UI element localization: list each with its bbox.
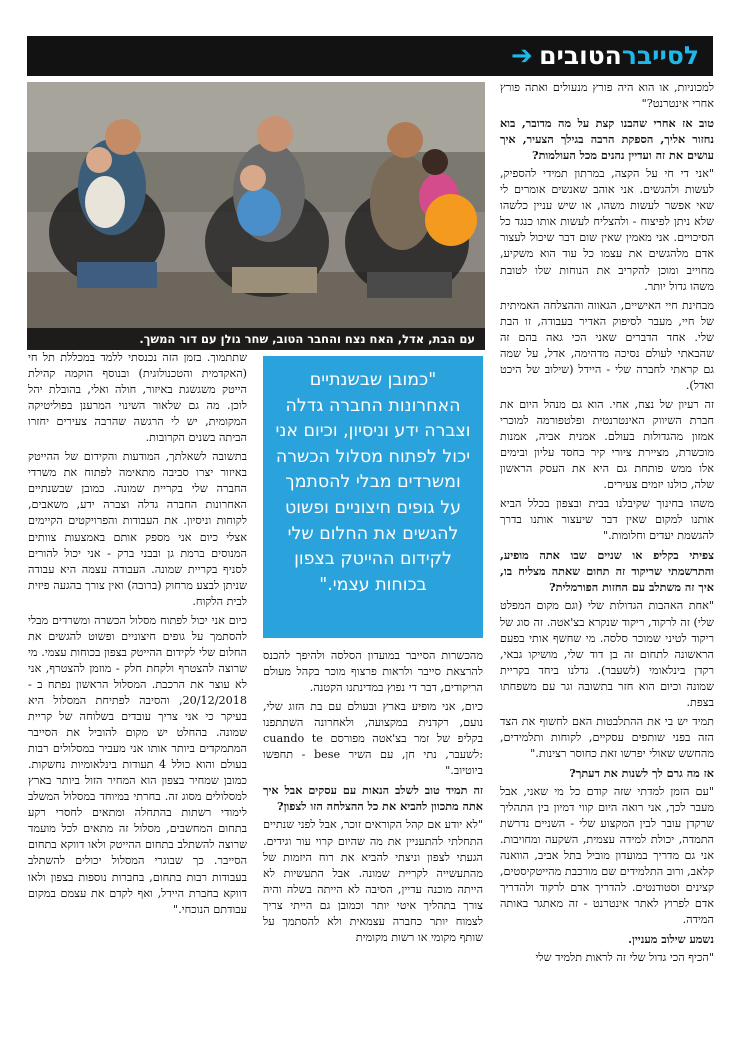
article-question: נשמע שילוב מעניין. bbox=[628, 932, 714, 947]
title-main: הטובים bbox=[539, 41, 622, 70]
article-paragraph: מבחינת חיי האישיים, הגאווה וההצלחה האמיתית של חיי, מעבר לסיפוק האדיר בעבודה, זו הבת שלי. אחד הדברים שאני הכי גאה בהם זה שהבאתי לעולם נסיכה מדהימה, אדל, על שמה גם קראתי לחברה שלי - היידל (שילוב של היכט ואדל). bbox=[500, 298, 714, 392]
header-bar bbox=[27, 36, 713, 76]
page-title bbox=[539, 36, 699, 76]
pull-quote: "כמובן שבשנתיים האחרונות החברה גדלה וצברה ידע וניסיון, וכיום אני יכול לפתוח מסלול הכשרה ומשרדים מבלי להסתמך על גופים חיצוניים ופשוט להגשים את החלום שלי לקידום ההייטק בצפון בכוחות עצמי." bbox=[275, 370, 471, 595]
arrow-left-icon: ➔ bbox=[511, 41, 533, 71]
article-paragraph: משהו בחינוך שקיבלנו בבית ובצפון בכלל הביא אותנו למקום שאין דבר שיעצור אותנו בדרך להגשמת יעדים וחלומות." bbox=[500, 497, 714, 543]
pull-quote-box bbox=[263, 356, 483, 638]
article-photo bbox=[27, 82, 485, 350]
article-paragraph: מהכשרות הסייבר במועדון הסלסה ולהיפך להכנס להרצאת סייבר ולראות פרצוף מוכר בקהל מעולם הריקודים, דבר די נפוץ במדינתנו הקטנה. bbox=[263, 649, 483, 695]
article-paragraph: שתתמוך. בזמן הזה נכנסתי ללמד במכללת תל חי (האקדמית והטכנולוגית) ובנוסף הוקמה קהילת הייטק משגשגת באיזור, חולה ואלי, בהובלת יהל לוכן. מה גם שלאור השינוי המרענן בפוליטיקה המקומית, יש לי הרגשה שהרבה צעירים יחזרו הביתה בשנים הקרובות. bbox=[28, 351, 247, 445]
article-question: טוב אז אחרי שהבנו קצת על מה מדובר, בוא נחזור אליך, הספקת הרבה בגילך הצעיר, איך עושים את זה ועדיין נהנים מכל העולמות? bbox=[500, 116, 714, 163]
article-paragraph: זה רעיון של נצח, אחי. הוא גם מנהל היום את חברת השיווק האינטרנטית ופלטפורמה למוכרי אמזון מהגדולות בעולם. אמנית אביה, אמנות מוכשרת, מציירת ציורי קיר בחסד עליון ובימים אלו ממש פותחת גם היא את העסק הראשון שלה, כולנו יזמים צעירים. bbox=[500, 397, 714, 492]
article-right-column bbox=[500, 80, 714, 1040]
article-question: צפיתי בקליפ או שניים שבו אתה מופיע, והתרשמתי שריקוד זה תחום שאתה מצליח בו, איך זה משתלב עם החזות הפורמלית? bbox=[500, 548, 714, 595]
article-paragraph: "הכיף הכי גדול שלי זה לראות תלמיד שלי bbox=[535, 951, 714, 965]
article-question: זה תמיד טוב לשלב הנאות עם עסקים אבל איך אתה מתכוון להביא את כל ההצלחה הזו לצפון? bbox=[263, 783, 483, 814]
article-paragraph: תמיד יש בי את ההתלבטות האם לחשוף את הצד הזה בפני שותפים עסקיים, לקוחות ותלמידים, מהחשש שאולי יפרשו זאת כחוסר רצינות." bbox=[500, 714, 714, 760]
article-question: אז מה גרם לך לשנות את דעתך? bbox=[569, 765, 714, 780]
photo-caption-bar bbox=[27, 328, 485, 350]
photo-caption: עם הבת, אדל, האח נצח והחבר הטוב, שחר גולן עם דור המשך. bbox=[139, 332, 475, 346]
article-paragraph: "עם הזמן למדתי שזה קודם כל מי שאני, אבל מעבר לכך, אני רואה היום קווי דמיון בין התהליך שרקדן עובר לבין המקצוע שלי - השניים נדרשת התמדה, יכולת למידה עצמית, השקעה ומחויבות. אני גם מדריך במועדון מוביל בתל אביב, הוואנה קלאב, ורוב התלמידים שם מורכבת מהייטקיסטים, קצינים וסטודנטים. להדריך אדם לרקוד ולהדריך אדם לפרוץ לאתר אינטרנט - זה מאתגר באותה המידה. bbox=[500, 784, 714, 927]
article-paragraph: "לא יודע אם קהל הקוראים זוכר, אבל לפני שנתיים התחלתי להתעניין את מה שהיום קרוי עור וגידים. הגעתי לצפון וניצתי להביא את רוח היזמות של מהתעשייה לקריית שמונה. אבל התעשיות לא הייתה מוכנה עדיין, הסיבה לא הייתה בשלה והיה צורך בתהליך איטי יותר וכמובן גם הייתי צריך לצמוח יותר כחברה עצמאית ולא להסתמך על שותף מקומי או רשות מקומית bbox=[263, 818, 483, 944]
article-left-column bbox=[28, 350, 247, 1040]
article-middle-column bbox=[263, 648, 483, 1040]
article-paragraph: בתשובה לשאלתך, המודעות והקידום של ההייטק באיזור יצרו סביבה מתאימה לפתוח את משרדי החברה שלי בקריית שמונה. כמובן שבשנתיים האחרונות החברה גדלה וצברה ידע, משאבים, לקוחות וניסיון. את העבודות והפרויקטים הקיימים אצלי כיום אני מספק אותם באמצעות צוותים המנוסים ברמת גן ובבני ברק - אני יכול להורים לסניף בקריית שמונה. העבודה עצמה היא עבודה שניתן לבצע מרחוק (ברובה) ואין צורך בהגעה פיזית לבית הלקוח. bbox=[28, 450, 247, 608]
article-paragraph: "אחת האהבות הגדולות שלי (וגם מקום המפלט שלי) זה לרקוד, ריקוד שנקרא בצ'אטה. זה סוג של ריקוד לטיני שמוכר סלסה. מי שחשף אותי בפעם הראשונה לתחום זה בן דוד שלי, מושיקו גבאי, רקדן בינלאומי (לשעבר). גדלנו ביחד בקריית שמונה וכיום הוא חזר בתשובה וגר עם משפחתו בצפת. bbox=[500, 599, 714, 709]
article-paragraph: כיום אני יכול לפתוח מסלול הכשרה ומשרדים מבלי להסתמך על גופים חיצוניים ופשוט להגשים את החלום שלי לקידום ההייטק בצפון בכוחות עצמי. מי שרוצה להצטרף ולקחת חלק - מוזמן להצטרף, אני לא עוצר את הרכבת. המסלול הראשון נפתח ב - 20/12/2018, והסיבה לפתיחת המסלול היא בעיקר כי אני צריך עובדים בשלוחה של קריית שמונה. בהחלט יש מקום להוביל את הסייבר המתמקדים ביותר אותו אני מעביר במסלולים רבות בעולם והוא כולל 4 תעודות בינלאומיות נחשקות. כמובן שמחיר בצפון הוא המחיר הזול ביותר בארץ למסלולים מסוג זה. בחרתי במיוחד במסלול המשלב לימודי רשתות בהתחלה ומתאים לחסרי רקע בתחום המחשבים, מסלול זה מתאים לכל מועמד שרוצה להשתלב בתחום ההייטק ולאו דווקא בתחום הסייבר. כך שבוגרי המסלול יכולים להשתלב בעבודות רבות בתחום, בחברות נוספות בצפון ולאו דווקא בחברת היידל, ואף לקדם את עצמם במקום עבודתם הנוכחי." bbox=[28, 613, 247, 916]
title-accent: לסייבר bbox=[621, 41, 699, 70]
article-paragraph: למכוניות, או הוא היה פורץ מנעולים ואתה פורץ אחרי אינטרנט?" bbox=[500, 81, 714, 111]
article-paragraph: "אני די חי על הקצה, במרתון תמידי להספיק, לעשות ולהגשים. אני אוהב שאנשים אומרים לי שאי אפשר לעשות משהו, או שיש עניין כלשהו שלא ניתן לפיצוח - ולהצליח לעשות אותו כנגד כל הסיכויים. אני מאמין שאין שום דבר שיכול לעצור אדם מלהגשים את עצמו כל עוד הוא משקיע, מחוייב ומוכן להקריב את הנוחות שלו לטובת משהו גדול יותר. bbox=[500, 167, 714, 293]
article-paragraph: כיום, אני מופיע בארץ ובעולם עם בת הזוג שלי, נועם, רקדנית במקצועה, ולאחרונה השתתפנו בקליפ של זמר בצ'אטה מפורסם cuando te :לשעבר, נתי חן, עם השיר bese - תחפשו ביוטיוב." bbox=[263, 700, 483, 778]
